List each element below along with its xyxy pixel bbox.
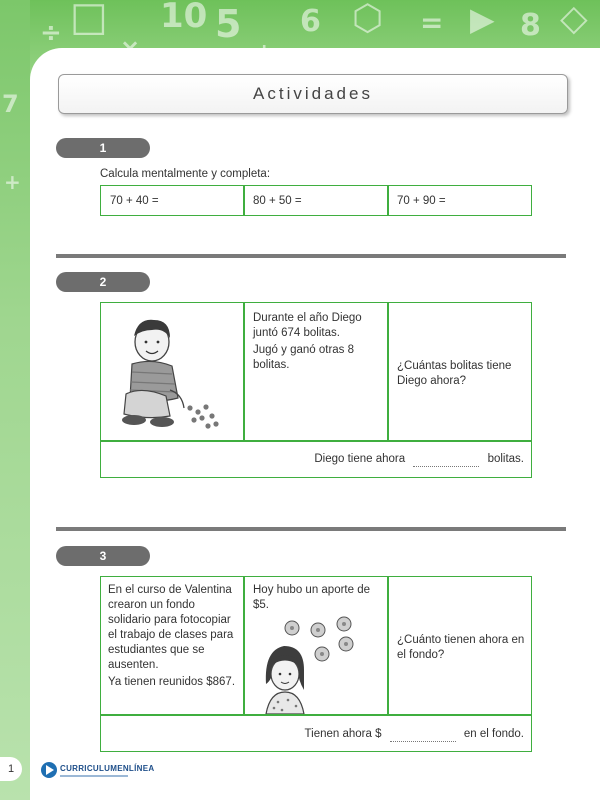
boy-with-marbles-illustration [112,312,232,434]
deco-glyph: = [420,6,444,39]
answer-suffix-3: en el fondo. [463,728,524,740]
answer-line-2 [100,452,524,467]
calc-cell-2[interactable]: 80 + 50 = [253,195,302,207]
side-band [0,0,30,800]
calc-cell-3[interactable]: 70 + 90 = [397,195,446,207]
answer-line-3 [100,727,524,742]
row-divider [100,440,532,442]
brand-underline [60,775,128,777]
story-text-2b: Jugó y ganó otras 8 bolitas. [253,344,355,371]
page-title: Actividades [253,84,373,103]
deco-glyph: 8 [520,8,541,43]
deco-glyph: ▶ [470,0,495,38]
answer-suffix-2: bolitas. [487,453,524,465]
brand-logo-icon [40,761,58,779]
section-divider [56,254,566,258]
deco-glyph: 6 [300,4,321,39]
deco-glyph: 5 [215,2,242,46]
activity-number-3: 3 [56,546,150,566]
activity-number-2: 2 [56,272,150,292]
answer-prefix-2: Diego tiene ahora [314,453,406,465]
story-text-3a: En el curso de Valentina crearon un fondo solidario para fotocopiar el trabajo de clases para estudiantes que se ausenten. [108,584,234,671]
deco-glyph: ⬡ [352,0,384,39]
deco-glyph: ◇ [560,0,588,39]
cell-divider [243,185,245,216]
deco-glyph: 10 [160,0,208,36]
story-text-3b: Ya tienen reunidos $867. [108,676,236,688]
deco-glyph: + [4,170,21,194]
section-divider [56,527,566,531]
deco-glyph: ÷ [40,18,62,48]
calc-table [100,185,532,216]
deco-glyph: □ [70,0,108,40]
title-banner [58,74,568,114]
deco-glyph: 7 [2,90,19,118]
cell-divider [243,302,245,441]
question-text-2: ¿Cuántas bolitas tiene Diego ahora? [397,360,512,387]
cell-divider [243,576,245,715]
girl-with-coins-illustration [258,616,382,714]
instruction-text: Calcula mentalmente y completa: [100,168,271,180]
row-divider [100,714,532,716]
activity-number-1: 1 [56,138,150,158]
cell-divider [387,185,389,216]
cell-divider [387,302,389,441]
page-number: 1 [0,757,22,781]
cell-divider [387,576,389,715]
aporte-text: Hoy hubo un aporte de $5. [253,584,371,611]
question-text-3: ¿Cuánto tienen ahora en el fondo? [397,634,525,661]
calc-cell-1[interactable]: 70 + 40 = [110,195,159,207]
answer-prefix-3: Tienen ahora $ [304,728,382,740]
answer-blank-2[interactable] [413,453,479,467]
story-text-2a: Durante el año Diego juntó 674 bolitas. [253,312,362,339]
answer-blank-3[interactable] [390,728,456,742]
brand-name: CURRICULUMENLÍNEA [60,764,155,773]
